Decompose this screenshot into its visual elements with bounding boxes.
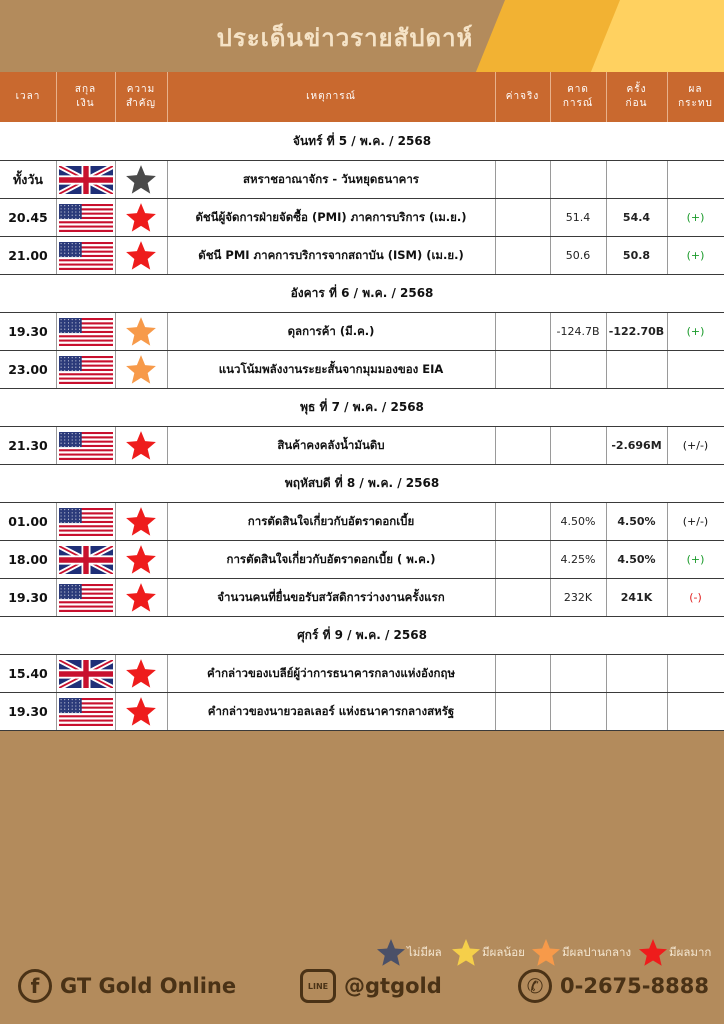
line-icon: [300, 969, 336, 1003]
day-row: [0, 465, 724, 503]
effect-cell: (+/-): [682, 515, 709, 528]
title-bar: [0, 0, 724, 72]
red-star-icon: [124, 239, 158, 273]
forecast-cell: [550, 655, 607, 692]
importance-cell: [115, 199, 168, 236]
facebook-name: GT Gold Online: [60, 974, 237, 998]
day-row: [0, 389, 724, 427]
red-star-icon: [124, 581, 158, 615]
us-flag-icon: [59, 584, 113, 612]
importance-cell: [115, 655, 168, 692]
importance-cell: [115, 351, 168, 388]
table-row: [0, 161, 724, 199]
header-time: เวลา: [0, 72, 57, 122]
previous-cell: [606, 351, 668, 388]
table-body: [0, 123, 724, 731]
forecast-cell: [550, 693, 607, 730]
legend-label-medium: มีผลปานกลาง: [562, 945, 632, 959]
previous-cell: 54.4: [606, 199, 668, 236]
table-row: [0, 655, 724, 693]
previous-cell: 4.50%: [606, 541, 668, 578]
table-header: [0, 72, 724, 123]
time-cell: 21.30: [0, 427, 57, 464]
actual-cell: [495, 503, 551, 540]
time-cell: ทั้งวัน: [0, 161, 57, 198]
actual-cell: [495, 351, 551, 388]
header-previous-line1: ครั้ง: [626, 84, 647, 95]
time-cell: 18.00: [0, 541, 57, 578]
time-cell: 21.00: [0, 237, 57, 274]
us-flag-icon: [59, 242, 113, 270]
actual-cell: [495, 161, 551, 198]
uk-flag-icon: [59, 660, 113, 688]
importance-cell: [115, 579, 168, 616]
us-flag-icon: [59, 318, 113, 346]
us-flag-icon: [59, 204, 113, 232]
previous-cell: -2.696M: [606, 427, 668, 464]
red-star-icon: [124, 429, 158, 463]
effect-cell: (+): [686, 553, 705, 566]
previous-cell: [606, 693, 668, 730]
table-row: [0, 693, 724, 731]
event-cell: การตัดสินใจเกี่ยวกับอัตราดอกเบี้ย: [167, 503, 496, 540]
header-currency-line1: สกุล: [74, 84, 97, 95]
currency-cell: [56, 313, 116, 350]
header-event: เหตุการณ์: [167, 72, 496, 122]
forecast-cell: -124.7B: [550, 313, 607, 350]
header-currency: [56, 72, 116, 122]
time-cell: 20.45: [0, 199, 57, 236]
table-row: [0, 579, 724, 617]
currency-cell: [56, 655, 116, 692]
forecast-cell: 4.50%: [550, 503, 607, 540]
effect-cell: (+): [686, 325, 705, 338]
header-effect-line2: กระทบ: [678, 98, 713, 109]
facebook-icon: f: [18, 969, 52, 1003]
actual-cell: [495, 427, 551, 464]
importance-cell: [115, 541, 168, 578]
line-icon-text: LINE: [307, 981, 329, 991]
header-previous-line2: ก่อน: [625, 98, 648, 109]
currency-cell: [56, 237, 116, 274]
actual-cell: [495, 579, 551, 616]
us-flag-icon: [59, 432, 113, 460]
red-star-icon: [124, 695, 158, 729]
day-label: พุธ ที่ 7 / พ.ค. / 2568: [300, 400, 424, 414]
currency-cell: [56, 351, 116, 388]
time-cell: 01.00: [0, 503, 57, 540]
previous-cell: [606, 655, 668, 692]
previous-cell: -122.70B: [606, 313, 668, 350]
previous-cell: 241K: [606, 579, 668, 616]
header-importance: [115, 72, 168, 122]
red-star-icon: [124, 543, 158, 577]
effect-cell: [667, 655, 724, 692]
event-cell: การตัดสินใจเกี่ยวกับอัตราดอกเบี้ย ( พ.ค.): [167, 541, 496, 578]
forecast-cell: 51.4: [550, 199, 607, 236]
yellow-star-icon: [450, 937, 482, 969]
effect-cell: (+/-): [682, 439, 709, 452]
event-cell: คำกล่าวของนายวอลเลอร์ แห่งธนาคารกลางสหรัฐ: [167, 693, 496, 730]
footer-phone[interactable]: [518, 963, 709, 1009]
us-flag-icon: [59, 356, 113, 384]
time-cell: 23.00: [0, 351, 57, 388]
forecast-cell: [550, 161, 607, 198]
time-cell: 15.40: [0, 655, 57, 692]
actual-cell: [495, 237, 551, 274]
currency-cell: [56, 579, 116, 616]
table-row: [0, 237, 724, 275]
time-cell: 19.30: [0, 579, 57, 616]
time-cell: 19.30: [0, 313, 57, 350]
uk-flag-icon: [59, 546, 113, 574]
event-cell: แนวโน้มพลังงานระยะสั้นจากมุมมองของ EIA: [167, 351, 496, 388]
table-row: [0, 313, 724, 351]
day-label: จันทร์ ที่ 5 / พ.ค. / 2568: [292, 134, 432, 148]
day-label: อังคาร ที่ 6 / พ.ค. / 2568: [290, 286, 434, 300]
header-forecast-line1: คาด: [567, 84, 589, 95]
table-row: [0, 351, 724, 389]
previous-cell: 4.50%: [606, 503, 668, 540]
table-row: [0, 199, 724, 237]
forecast-cell: 232K: [550, 579, 607, 616]
page-title: ประเด็นข่าวรายสัปดาห์: [216, 24, 474, 52]
importance-cell: [115, 161, 168, 198]
currency-cell: [56, 427, 116, 464]
effect-cell: (-): [689, 591, 702, 604]
day-row: [0, 617, 724, 655]
gray-star-icon: [124, 163, 158, 197]
actual-cell: [495, 655, 551, 692]
effect-cell: [667, 351, 724, 388]
legend-label-none: ไม่มีผล: [407, 945, 442, 959]
day-label: ศุกร์ ที่ 9 / พ.ค. / 2568: [297, 628, 427, 642]
footer-line[interactable]: [300, 963, 442, 1009]
header-effect: [667, 72, 724, 122]
importance-cell: [115, 503, 168, 540]
orange-star-icon: [124, 353, 158, 387]
currency-cell: [56, 503, 116, 540]
actual-cell: [495, 313, 551, 350]
actual-cell: [495, 693, 551, 730]
importance-cell: [115, 313, 168, 350]
forecast-cell: 4.25%: [550, 541, 607, 578]
header-currency-line2: เงิน: [76, 98, 95, 109]
event-cell: สินค้าคงคลังน้ำมันดิบ: [167, 427, 496, 464]
currency-cell: [56, 161, 116, 198]
line-id: @gtgold: [344, 974, 442, 998]
phone-icon: ✆: [518, 969, 552, 1003]
effect-cell: (+): [686, 249, 705, 262]
footer-facebook[interactable]: [18, 963, 236, 1009]
event-cell: ดัชนี PMI ภาคการบริการจากสถาบัน (ISM) (เม.ย.): [167, 237, 496, 274]
legend-label-high: มีผลมาก: [669, 945, 712, 959]
event-table: [0, 72, 724, 731]
red-star-icon: [124, 657, 158, 691]
forecast-cell: [550, 427, 607, 464]
header-forecast: [550, 72, 607, 122]
header-importance-line2: สำคัญ: [126, 98, 156, 109]
phone-number: 0-2675-8888: [560, 974, 709, 998]
red-star-icon: [124, 505, 158, 539]
effect-cell: [667, 693, 724, 730]
previous-cell: [606, 161, 668, 198]
us-flag-icon: [59, 508, 113, 536]
red-star-icon: [124, 201, 158, 235]
importance-cell: [115, 237, 168, 274]
forecast-cell: 50.6: [550, 237, 607, 274]
event-cell: จำนวนคนที่ยื่นขอรับสวัสดิการว่างงานครั้งแรก: [167, 579, 496, 616]
effect-cell: [667, 161, 724, 198]
day-row: [0, 123, 724, 161]
header-importance-line1: ความ: [126, 84, 156, 95]
previous-cell: 50.8: [606, 237, 668, 274]
table-row: [0, 541, 724, 579]
legend-item-low: [450, 938, 525, 968]
day-label: พฤหัสบดี ที่ 8 / พ.ค. / 2568: [284, 476, 440, 490]
header-effect-line1: ผล: [688, 84, 703, 95]
time-cell: 19.30: [0, 693, 57, 730]
event-cell: สหราชอาณาจักร - วันหยุดธนาคาร: [167, 161, 496, 198]
header-actual: ค่าจริง: [495, 72, 551, 122]
actual-cell: [495, 199, 551, 236]
uk-flag-icon: [59, 166, 113, 194]
currency-cell: [56, 199, 116, 236]
forecast-cell: [550, 351, 607, 388]
us-flag-icon: [59, 698, 113, 726]
event-cell: ดุลการค้า (มี.ค.): [167, 313, 496, 350]
importance-cell: [115, 427, 168, 464]
importance-cell: [115, 693, 168, 730]
header-previous: [606, 72, 668, 122]
event-cell: คำกล่าวของเบลีย์ผู้ว่าการธนาคารกลางแห่งอังกฤษ: [167, 655, 496, 692]
currency-cell: [56, 541, 116, 578]
orange-star-icon: [124, 315, 158, 349]
currency-cell: [56, 693, 116, 730]
legend-label-low: มีผลน้อย: [482, 945, 525, 959]
actual-cell: [495, 541, 551, 578]
header-forecast-line2: การณ์: [562, 98, 594, 109]
day-row: [0, 275, 724, 313]
table-row: [0, 427, 724, 465]
event-cell: ดัชนีผู้จัดการฝ่ายจัดซื้อ (PMI) ภาคการบริการ (เม.ย.): [167, 199, 496, 236]
effect-cell: (+): [686, 211, 705, 224]
table-row: [0, 503, 724, 541]
